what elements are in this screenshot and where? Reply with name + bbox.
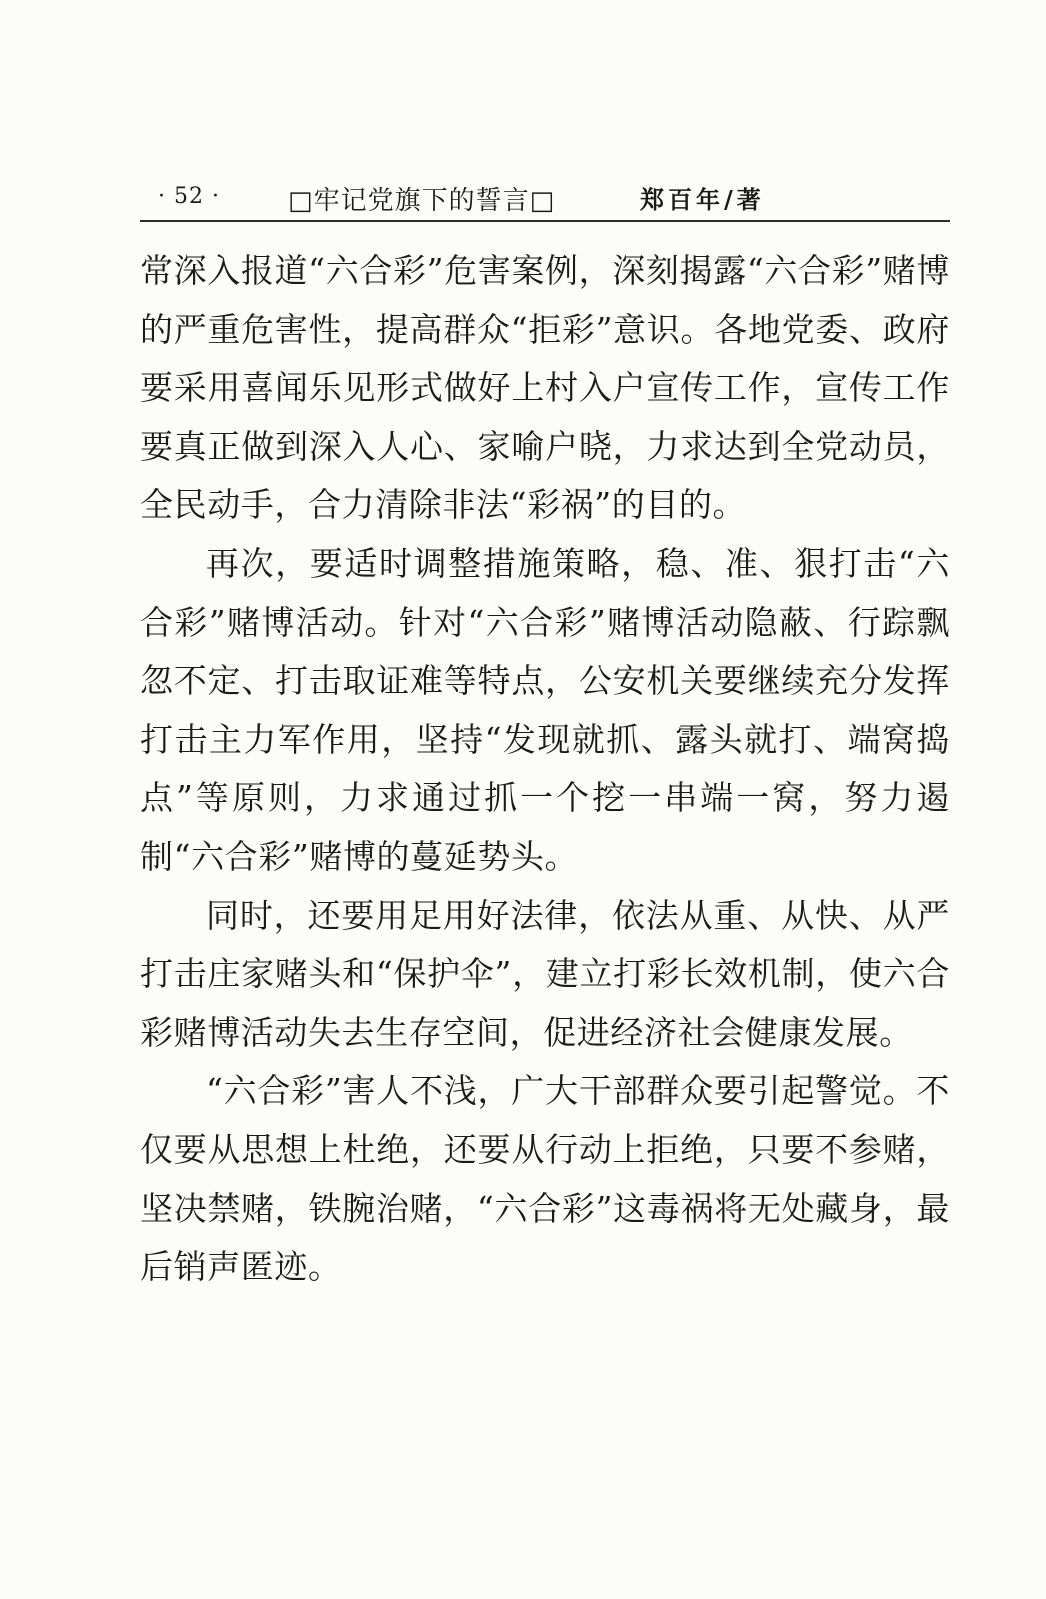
page-number: · 52 · (158, 184, 220, 209)
paragraph: “六合彩”害人不浅，广大干部群众要引起警觉。不仅要从思想上杜绝，还要从行动上拒绝，只要不参赌，坚决禁赌，铁腕治赌，“六合彩”这毒祸将无处藏身，最后销声匿迹。 (140, 1071, 950, 1287)
paragraph: 再次，要适时调整措施策略，稳、准、狠打击“六合彩”赌博活动。针对“六合彩”赌博活动隐蔽、行踪飘忽不定、打击取证难等特点，公安机关要继续充分发挥打击主力军作用，坚持“发现就抓、露头就打、端窝捣点”等原则，力求通过抓一个挖一串端一窝，努力遏制“六合彩”赌博的蔓延势头。 (140, 543, 950, 876)
body-text (140, 242, 950, 1297)
paragraph: 同时，还要用足用好法律，依法从重、从快、从严打击庄家赌头和“保护伞”，建立打彩长效机制，使六合彩赌博活动失去生存空间，促进经济社会健康发展。 (140, 895, 950, 1052)
paragraph-continued: 常深入报道“六合彩”危害案例，深刻揭露“六合彩”赌博的严重危害性，提高群众“拒彩”意识。各地党委、政府要采用喜闻乐见形式做好上村入户宣传工作，宣传工作要真正做到深入人心、家喻户晓，力求达到全党动员，全民动手，合力清除非法“彩祸”的目的。 (140, 251, 950, 525)
book-title: □牢记党旗下的誓言□ (288, 186, 556, 216)
running-header (140, 178, 950, 222)
author-credit: 郑百年/著 (640, 185, 765, 214)
